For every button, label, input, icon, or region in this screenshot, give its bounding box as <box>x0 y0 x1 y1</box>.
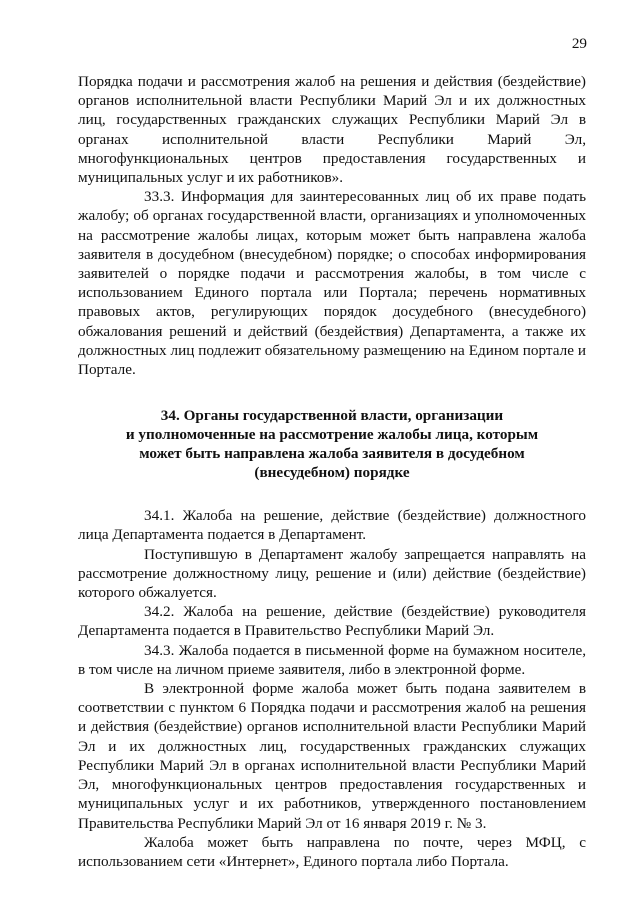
paragraph-continued: Порядка подачи и рассмотрения жалоб на решения и действия (бездействие) органов исполнительной власти Республики Марий Эл и их должностных лиц, государственных гражданских служащих Республики Марий Эл в органах исполнительной власти Республики Марий Эл, многофункциональных центров предоставления государственных и муниципальных услуг и их работников». <box>78 73 586 187</box>
heading-line: и уполномоченные на рассмотрение жалобы лица, которым <box>125 426 539 444</box>
heading-line: (внесудебном) порядке <box>254 464 410 482</box>
paragraph-34-3: 34.3. Жалоба подается в письменной форме на бумажном носителе, в том числе на личном приеме заявителя, либо в электронной форме. <box>78 641 586 678</box>
heading-line: может быть направлена жалоба заявителя в досудебном <box>139 445 525 463</box>
paragraph-delivery-methods: Жалоба может быть направлена по почте, через МФЦ, с использованием сети «Интернет», Единого портала либо Портала. <box>78 833 586 870</box>
paragraph-34-1: 34.1. Жалоба на решение, действие (бездействие) должностного лица Департамента подается в Департамент. <box>78 507 586 544</box>
paragraph-prohibition: Поступившую в Департамент жалобу запрещается направлять на рассмотрение должностному лицу, решение и (или) действие (бездействие) которого обжалуется. <box>78 545 586 602</box>
paragraph-electronic-form: В электронной форме жалоба может быть подана заявителем в соответствии с пунктом 6 Порядка подачи и рассмотрения жалоб на решения и действия (бездействие) органов исполнительной власти Республики Марий Эл и их должностных лиц, государственных гражданских служащих Республики Марий Эл в органах исполнительной власти Республики Марий Эл, многофункциональных центров предоставления государственных и муниципальных услуг и их работников, утвержденного постановлением Правительства Республики Марий Эл от 16 января 2019 г. № 3. <box>78 680 586 832</box>
page-number: 29 <box>571 35 587 52</box>
heading-line: 34. Органы государственной власти, организации <box>160 407 504 425</box>
paragraph-34-2: 34.2. Жалоба на решение, действие (бездействие) руководителя Департамента подается в Правительство Республики Марий Эл. <box>78 603 586 640</box>
paragraph-33-3: 33.3. Информация для заинтересованных лиц об их праве подать жалобу; об органах государственной власти, организациях и уполномоченных на рассмотрение жалобы лицах, которым может быть направлена жалоба заявителя в досудебном (внесудебном) порядке; о способах информирования заявителей о порядке подачи и рассмотрения жалобы, в том числе с использованием Единого портала или Портала; перечень нормативных правовых актов, регулирующих порядок досудебного (внесудебного) обжалования решений и действий (бездействия) Департамента, а также их должностных лиц подлежит обязательному размещению на Едином портале и Портале. <box>78 188 586 379</box>
document-body <box>78 72 586 871</box>
section-heading-34 <box>78 406 586 482</box>
